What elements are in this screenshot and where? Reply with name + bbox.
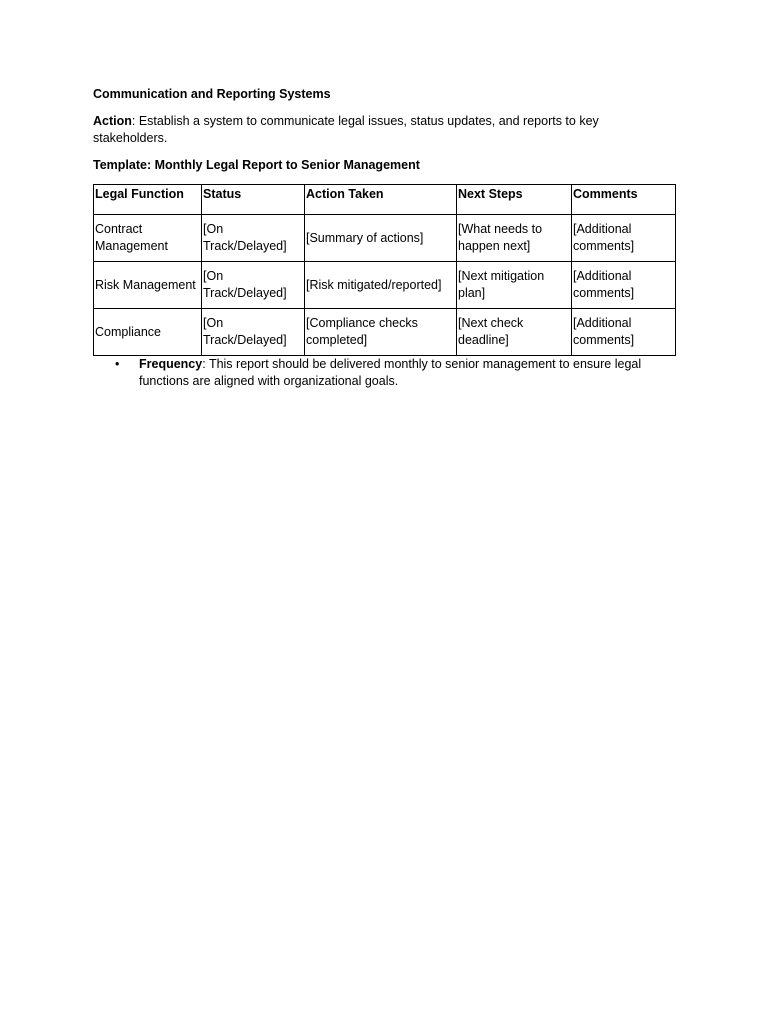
header-legal-function: Legal Function	[94, 185, 202, 215]
cell-status: [On Track/Delayed]	[202, 262, 305, 309]
table-row	[94, 262, 676, 309]
cell-next-steps: [What needs to happen next]	[457, 215, 572, 262]
template-title: Template: Monthly Legal Report to Senior Management	[93, 158, 420, 172]
table-row	[94, 215, 676, 262]
cell-legal-function: Compliance	[94, 309, 202, 356]
section-heading: Communication and Reporting Systems	[93, 87, 331, 101]
cell-status: [On Track/Delayed]	[202, 215, 305, 262]
action-paragraph	[93, 113, 676, 147]
cell-next-steps: [Next mitigation plan]	[457, 262, 572, 309]
header-status: Status	[202, 185, 305, 215]
cell-action-taken: [Risk mitigated/reported]	[305, 262, 457, 309]
cell-comments: [Additional comments]	[572, 215, 676, 262]
bullet-marker: •	[115, 357, 120, 371]
header-next-steps: Next Steps	[457, 185, 572, 215]
cell-status: [On Track/Delayed]	[202, 309, 305, 356]
cell-legal-function: Contract Management	[94, 215, 202, 262]
cell-action-taken: [Compliance checks completed]	[305, 309, 457, 356]
document-page	[93, 86, 676, 390]
frequency-label: Frequency	[139, 357, 203, 371]
header-action-taken: Action Taken	[305, 185, 457, 215]
cell-legal-function: Risk Management	[94, 262, 202, 309]
cell-next-steps: [Next check deadline]	[457, 309, 572, 356]
header-comments: Comments	[572, 185, 676, 215]
list-item	[93, 356, 676, 390]
bullet-list	[93, 356, 676, 390]
table-row	[94, 309, 676, 356]
frequency-text: : This report should be delivered monthly to senior management to ensure legal functions are aligned with organizational goals.	[139, 357, 642, 388]
cell-comments: [Additional comments]	[572, 262, 676, 309]
action-text: : Establish a system to communicate legal issues, status updates, and reports to key stakeholders.	[93, 114, 599, 145]
table-header-row	[94, 185, 676, 215]
legal-report-table	[93, 184, 676, 356]
cell-action-taken: [Summary of actions]	[305, 215, 457, 262]
action-label: Action	[93, 114, 132, 128]
cell-comments: [Additional comments]	[572, 309, 676, 356]
